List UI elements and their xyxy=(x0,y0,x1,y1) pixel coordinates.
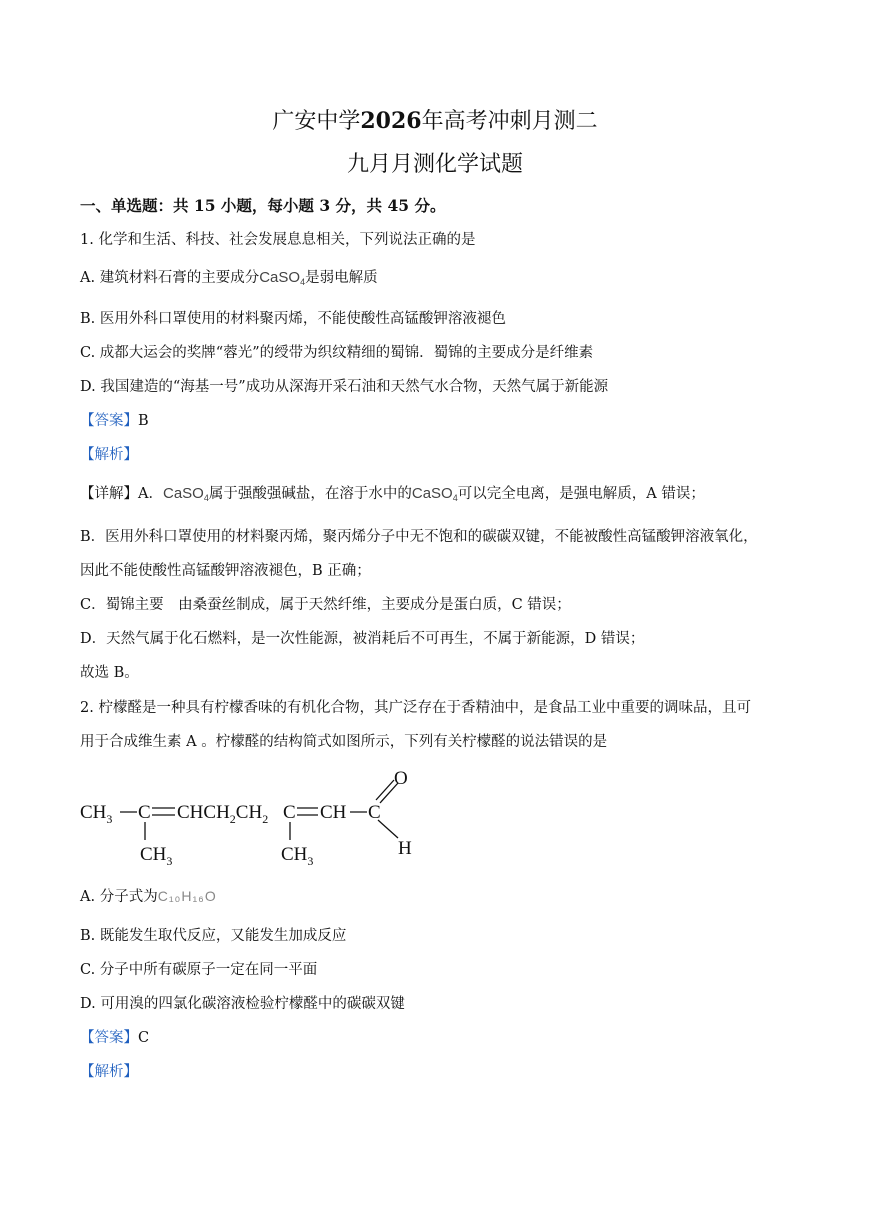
struct-ch: CH xyxy=(320,802,347,823)
q2-option-c: C. 分子中所有碳原子一定在同一平面 xyxy=(80,962,318,978)
answer-label: 【答案】 xyxy=(80,1030,138,1046)
q1-option-c: C. 成都大运会的奖牌“蓉光”的绶带为织纹精细的蜀锦．蜀锦的主要成分是纤维素 xyxy=(80,345,594,361)
struct-chain: $CHCH_2CH_2$ xyxy=(177,802,269,826)
q1-stem: 1. 化学和生活、科技、社会发展息息相关，下列说法正确的是 xyxy=(80,232,476,248)
q2-option-d: D. 可用溴的四氯化碳溶液检验柠檬醛中的碳碳双键 xyxy=(80,996,405,1012)
q2-stem-line2: 用于合成维生素 A 。柠檬醛的结构简式如图所示，下列有关柠檬醛的说法错误的是 xyxy=(80,734,608,750)
q1-detail-c: C．蜀锦主要 由桑蚕丝制成，属于天然纤维，主要成分是蛋白质，C 错误； xyxy=(80,597,571,613)
q1-detail-b-line2: 因此不能使酸性高锰酸钾溶液褪色，B 正确； xyxy=(80,563,371,579)
option-text: 是弱电解质 xyxy=(305,270,378,286)
points-each: 3 xyxy=(319,196,331,215)
q2-option-b: B. 既能发生取代反应，又能发生加成反应 xyxy=(80,928,347,944)
formula-citral: C₁₀H₁₆O xyxy=(157,888,217,904)
q1-option-a xyxy=(80,268,378,292)
q2-option-a xyxy=(80,886,217,907)
struct-oxygen: O xyxy=(394,768,408,789)
formula-caso4 xyxy=(259,269,305,286)
struct-c1: C xyxy=(138,802,151,823)
title-prefix: 广安中学 xyxy=(272,109,361,134)
formula-caso4 xyxy=(163,485,209,502)
formula-subscript: 4 xyxy=(452,493,458,503)
q2-answer xyxy=(80,1028,149,1048)
citral-structure-diagram xyxy=(76,762,426,874)
q2-stem-line1: 2. 柠檬醛是一种具有柠檬香味的有机化合物，其广泛存在于香精油中，是食品工业中重要的调味品，且可 xyxy=(80,700,751,716)
q1-detail-d: D．天然气属于化石燃料，是一次性能源，被消耗后不可再生，不属于新能源，D 错误； xyxy=(80,631,645,647)
option-text: A. 建筑材料石膏的主要成分 xyxy=(80,270,260,286)
section-text: 分，共 xyxy=(335,196,383,215)
answer-value: C xyxy=(138,1030,150,1046)
formula-subscript: 4 xyxy=(203,493,209,503)
detail-text: 属于强酸强碱盐，在溶于水中的 xyxy=(208,486,412,502)
detail-label: 【详解】 xyxy=(80,486,138,502)
q1-detail-b-line1: B．医用外科口罩使用的材料聚丙烯，聚丙烯分子中无不饱和的碳碳双键，不能被酸性高锰酸钾溶液氧化， xyxy=(80,529,758,545)
struct-ch3-branch1: $CH_3$ xyxy=(140,844,173,868)
formula-subscript: 4 xyxy=(300,277,306,287)
struct-ch3-branch2: $CH_3$ xyxy=(281,844,314,868)
struct-hydrogen: H xyxy=(398,838,412,859)
formula-main: CaSO xyxy=(259,269,301,286)
q2-analysis-label: 【解析】 xyxy=(80,1064,138,1080)
section-text: 分。 xyxy=(414,196,446,215)
q1-option-d: D. 我国建造的“海基一号”成功从深海开采石油和天然气水合物，天然气属于新能源 xyxy=(80,379,609,395)
points-total: 45 xyxy=(387,196,410,215)
detail-text: A． xyxy=(138,486,163,502)
detail-text: 可以完全电离，是强电解质，A 错误； xyxy=(457,486,705,502)
formula-main: CaSO xyxy=(411,485,453,502)
formula-main: CaSO xyxy=(162,485,204,502)
title-year: 2026 xyxy=(360,108,422,134)
page-title xyxy=(0,106,870,137)
q1-detail-a xyxy=(80,484,705,508)
q1-analysis-label: 【解析】 xyxy=(80,447,138,463)
page-subtitle: 九月月测化学试题 xyxy=(346,152,523,177)
struct-c2: C xyxy=(283,802,296,823)
struct-c3: C xyxy=(368,802,381,823)
q1-option-b: B. 医用外科口罩使用的材料聚丙烯，不能使酸性高锰酸钾溶液褪色 xyxy=(80,311,506,327)
struct-ch3-left: $CH_3$ xyxy=(80,802,113,826)
q1-conclusion: 故选 B。 xyxy=(80,665,139,681)
question-count: 15 xyxy=(193,196,216,215)
section-text: 一、单选题：共 xyxy=(80,196,189,215)
title-suffix: 年高考冲刺月测二 xyxy=(421,109,598,134)
q1-answer xyxy=(80,411,149,431)
answer-value: B xyxy=(138,413,149,429)
section-text: 小题，每小题 xyxy=(220,196,314,215)
section-heading xyxy=(80,196,445,216)
formula-caso4 xyxy=(412,485,458,502)
answer-label: 【答案】 xyxy=(80,413,138,429)
option-text: A. 分子式为 xyxy=(80,889,158,905)
